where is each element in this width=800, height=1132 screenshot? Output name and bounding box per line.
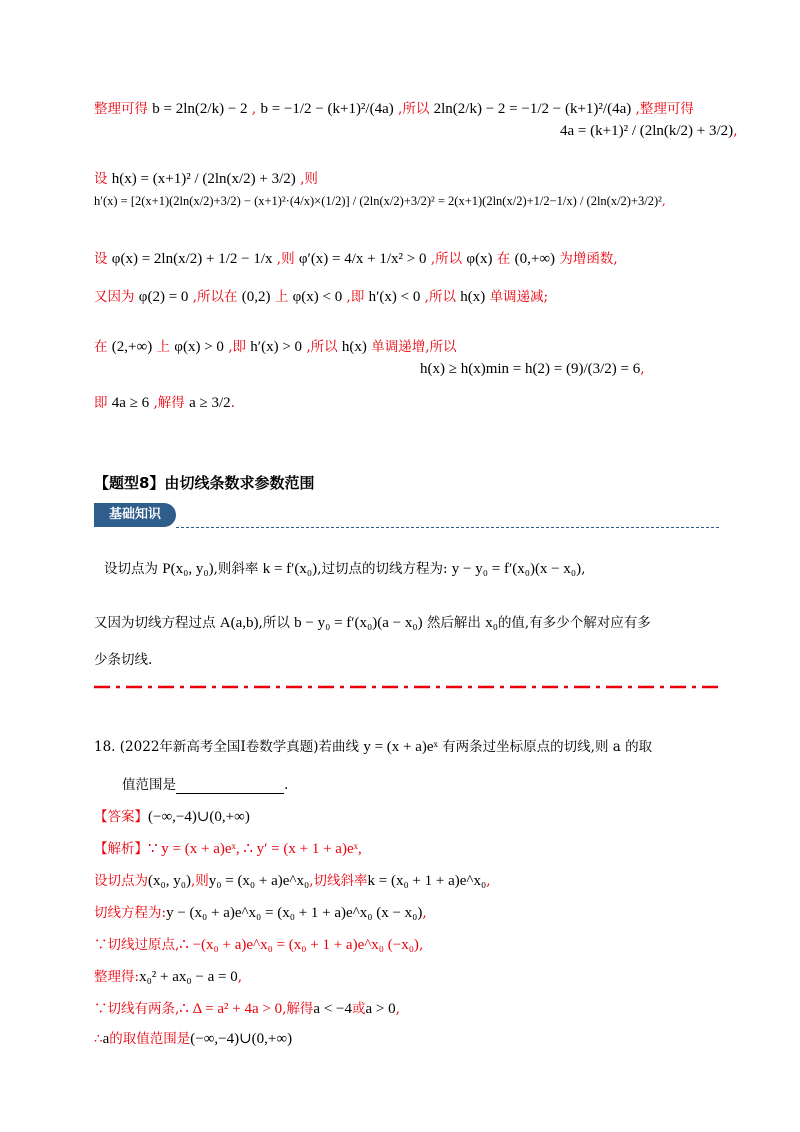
formula: b − y₀ = f′(x₀)(a − x₀) [294, 615, 423, 631]
text: 设 [94, 251, 108, 267]
formula: k = f′(x₀) [262, 561, 318, 577]
formula: φ(2) = 0 [138, 289, 189, 305]
formula: h(x) [341, 339, 367, 355]
formula: (2,+∞) [111, 339, 153, 355]
knowledge-paragraph-3: 少条切线. [94, 652, 153, 668]
knowledge-paragraph-2 [94, 614, 651, 632]
formula: A(a,b) [219, 615, 259, 631]
text: 上 [156, 339, 170, 355]
derivation-line-1b: 4a = (k+1)² / (2ln(k/2) + 3/2), [560, 123, 738, 139]
formula: h′(x) < 0 [368, 289, 421, 305]
text: ,则斜率 [213, 561, 259, 577]
text: 所以 [435, 251, 463, 267]
formula: ∴ Δ = a² + 4a > 0 [179, 1001, 283, 1017]
text: ∴ [94, 1031, 103, 1047]
text: , [237, 969, 243, 985]
formula: h(x) [460, 289, 486, 305]
text: ∵切线有两条, [94, 1001, 180, 1017]
text: 上 [274, 289, 289, 305]
text: 切线方程为: [94, 905, 167, 921]
formula: k = (x₀ + 1 + a)e^x₀ [367, 873, 487, 889]
formula: h(x) ≥ h(x)min = h(2) = (9)/(3/2) = 6 [420, 361, 641, 377]
formula: φ(x) > 0 [174, 339, 224, 355]
analysis-line-2 [94, 872, 490, 890]
text: 然后解出 [426, 615, 481, 631]
text: 整理得: [94, 969, 140, 985]
analysis-line-7 [94, 1030, 292, 1048]
text: 在 [94, 339, 108, 355]
text: ,所以 [258, 615, 290, 631]
formula: 4a = (k+1)² / (2ln(k/2) + 3/2) [560, 123, 734, 139]
answer-blank [176, 779, 284, 794]
formula: a < −4 [313, 1001, 352, 1017]
text: 设 [94, 171, 108, 187]
text: 所以 [310, 339, 338, 355]
text: ,切线斜率 [309, 873, 368, 889]
text: 有两条过坐标原点的切线,则 a 的取 [442, 739, 653, 755]
formula: φ′(x) = 4/x + 1/x² > 0 [298, 251, 427, 267]
formula: y − y₀ = f′(x₀)(x − x₀) [451, 561, 582, 577]
formula: x₀² + ax₀ − a = 0 [139, 969, 238, 985]
derivation-line-5: 在 (2,+∞) 上 φ(x) > 0 ,即 h′(x) > 0 ,所以 h(x) 单调递增,所以 [94, 339, 457, 355]
text: 在 [496, 251, 511, 267]
formula: (0,2) [241, 289, 271, 305]
question-18-line-2 [122, 776, 288, 794]
text: 所以 [402, 101, 430, 117]
formula: y₀ = (x₀ + a)e^x₀ [208, 873, 310, 889]
text: ,则 [190, 873, 209, 889]
text: 所以 [428, 289, 456, 305]
text: , [418, 937, 424, 953]
formula: 4a ≥ 6 [111, 395, 150, 411]
formula: h′(x) = [2(x+1)(2ln(x/2)+3/2) − (x+1)²·(4/x)×(1/2)] / (2ln(x/2)+3/2)² = 2(x+1)(2ln(x/2)+1/2−1/x) / (2ln(x/2)+3/2)² [94, 194, 662, 208]
text: 又因为切线方程过点 [94, 615, 216, 631]
knowledge-paragraph-1: 设切点为 P(x₀, y₀),则斜率 k = f′(x₀),过切点的切线方程为: y − y₀ = f′(x₀)(x − x₀), [104, 561, 586, 577]
text: , [395, 1001, 400, 1017]
formula: (0,+∞) [514, 251, 556, 267]
formula: a > 0 [365, 1001, 396, 1017]
text: (2022年新高考全国Ⅰ卷数学真题)若曲线 [119, 739, 360, 755]
text: 所以在 [197, 289, 238, 305]
answer-label: 【答案】 [94, 809, 148, 825]
derivation-line-2b: h′(x) = [2(x+1)(2ln(x/2)+3/2) − (x+1)²·(4/x)×(1/2)] / (2ln(x/2)+3/2)² = 2(x+1)(2ln(x/2)+1/2−1/x) / (2ln(x/2)+3/2)², [94, 194, 666, 208]
formula: a ≥ 3/2 [189, 395, 231, 411]
text: 即 [350, 289, 365, 305]
derivation-line-1: 整理可得 b = 2ln(2/k) − 2 , b = −1/2 − (k+1)²/(4a) ,所以 2ln(2/k) − 2 = −1/2 − (k+1)²/(4a) ,整理可得 [94, 101, 694, 117]
formula: ∵ y = (x + a)eˣ, ∴ y′ = (x + 1 + a)eˣ, [148, 841, 362, 857]
analysis-line-4 [94, 936, 423, 954]
text: , [486, 873, 491, 889]
derivation-line-6: 即 4a ≥ 6 ,解得 a ≥ 3/2. [94, 395, 235, 411]
formula: h′(x) > 0 [250, 339, 303, 355]
text: 设切点为 [104, 561, 158, 577]
formula: φ(x) = 2ln(x/2) + 1/2 − 1/x [111, 251, 273, 267]
formula: b = −1/2 − (k+1)²/(4a) [260, 101, 394, 117]
analysis-line-1 [94, 840, 362, 858]
text: 整理可得 [639, 101, 694, 117]
formula: φ(x) < 0 [292, 289, 343, 305]
text: 又因为 [94, 289, 135, 305]
formula: ∴ −(x₀ + a)e^x₀ = (x₀ + 1 + a)e^x₀ (−x₀) [179, 937, 419, 953]
text: 值范围是 [122, 777, 176, 793]
derivation-line-5b: h(x) ≥ h(x)min = h(2) = (9)/(3/2) = 6, [420, 361, 645, 377]
text: 即 [232, 339, 246, 355]
formula: b = 2ln(2/k) − 2 [152, 101, 248, 117]
text: 单调递减; [489, 289, 549, 305]
section-heading: 【题型8】由切线条数求参数范围 [94, 474, 315, 492]
text: 或 [351, 1001, 366, 1017]
question-18 [94, 738, 652, 756]
formula: a [102, 1031, 110, 1047]
text: 的取值范围是 [109, 1031, 191, 1047]
text: ,过切点的切线方程为: [317, 561, 448, 577]
analysis-line-6 [94, 1000, 400, 1018]
text: 整理可得 [94, 101, 148, 117]
derivation-line-4: 又因为 φ(2) = 0 ,所以在 (0,2) 上 φ(x) < 0 ,即 h′(x) < 0 ,所以 h(x) 单调递减; [94, 289, 549, 305]
red-dashdot-rule [94, 685, 719, 689]
analysis-label: 【解析】 [94, 841, 148, 857]
answer-line [94, 808, 250, 826]
analysis-line-3 [94, 904, 427, 922]
text: ,解得 [282, 1001, 314, 1017]
formula: 2ln(2/k) − 2 = −1/2 − (k+1)²/(4a) [433, 101, 632, 117]
formula: φ(x) [466, 251, 493, 267]
text: 为增函数, [559, 251, 618, 267]
text: ∵切线过原点, [94, 937, 180, 953]
text: 单调递增,所以 [371, 339, 457, 355]
text: 的值,有多少个解对应有多 [497, 615, 651, 631]
analysis-line-5 [94, 968, 242, 986]
formula: P(x₀, y₀) [162, 561, 214, 577]
text: 解得 [157, 395, 185, 411]
formula: y = (x + a)eˣ [363, 739, 438, 755]
text: 则 [281, 251, 295, 267]
formula: (−∞,−4)∪(0,+∞) [148, 809, 250, 825]
derivation-line-2: 设 h(x) = (x+1)² / (2ln(x/2) + 3/2) ,则 [94, 171, 318, 187]
formula: h(x) = (x+1)² / (2ln(x/2) + 3/2) [111, 171, 296, 187]
divider [176, 527, 719, 528]
derivation-line-3: 设 φ(x) = 2ln(x/2) + 1/2 − 1/x ,则 φ′(x) = 4/x + 1/x² > 0 ,所以 φ(x) 在 (0,+∞) 为增函数, [94, 251, 618, 267]
question-number: 18. [94, 739, 116, 755]
text: . [284, 777, 289, 793]
text: 设切点为 [94, 873, 148, 889]
formula: (x₀, y₀) [148, 873, 191, 889]
text: , [422, 905, 427, 921]
formula: (−∞,−4)∪(0,+∞) [190, 1031, 293, 1047]
formula: y − (x₀ + a)e^x₀ = (x₀ + 1 + a)e^x₀ (x − x₀) [166, 905, 423, 921]
text: 则 [304, 171, 318, 187]
formula: x₀ [485, 615, 498, 631]
knowledge-tag: 基础知识 [94, 503, 176, 527]
text: 即 [94, 395, 108, 411]
